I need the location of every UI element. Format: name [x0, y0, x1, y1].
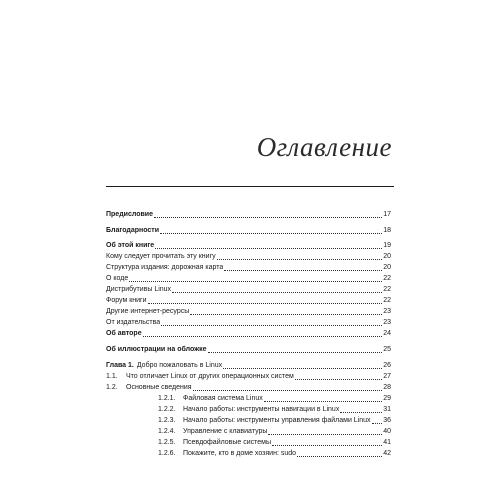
toc-subsection-1-2-2[interactable]	[106, 405, 391, 415]
toc-entry-label: Файловая система Linux	[183, 395, 263, 402]
toc-subsection-1-2-4[interactable]	[106, 427, 391, 437]
toc-section-1-1[interactable]	[106, 372, 391, 382]
toc-page-number: 25	[383, 346, 391, 353]
dot-leader	[190, 314, 382, 315]
toc-subsection-1-2-5[interactable]	[106, 438, 391, 448]
toc-page-number: 18	[383, 227, 391, 234]
subsection-number: 1.2.1.	[158, 395, 176, 402]
toc-page-number: 40	[383, 428, 391, 435]
toc-page-number: 28	[383, 384, 391, 391]
toc-entry-label: Начало работы: инструменты навигации в Linux	[183, 406, 340, 413]
toc-entry-label: Покажите, кто в доме хозяин: sudo	[183, 450, 297, 457]
subsection-number: 1.2.3.	[158, 417, 176, 424]
dot-leader	[295, 379, 382, 380]
toc-page-number: 29	[383, 395, 391, 402]
toc-page-number: 41	[383, 439, 391, 446]
toc-entry[interactable]	[106, 296, 391, 306]
toc-page-number: 36	[383, 417, 391, 424]
dot-leader	[208, 352, 382, 353]
toc-entry-acknowledgements[interactable]	[106, 226, 391, 236]
section-number: 1.2.	[106, 384, 118, 391]
toc-subsection-1-2-6[interactable]	[106, 449, 391, 459]
toc-entry-label: Об авторе	[106, 330, 142, 337]
toc-entry[interactable]	[106, 307, 391, 317]
dot-leader	[224, 270, 382, 271]
toc-page-number: 24	[383, 330, 391, 337]
toc-entry-about-book[interactable]	[106, 241, 391, 251]
toc-entry-label: Основные сведения	[126, 384, 192, 391]
dot-leader	[217, 259, 382, 260]
dot-leader	[148, 303, 382, 304]
toc-entry[interactable]	[106, 263, 391, 273]
toc-entry-label: Об иллюстрации на обложке	[106, 346, 207, 353]
toc-page-number: 23	[383, 308, 391, 315]
toc-entry-label: Другие интернет-ресурсы	[106, 308, 190, 315]
subsection-number: 1.2.6.	[158, 450, 176, 457]
toc-entry[interactable]	[106, 285, 391, 295]
chapter-number: Глава 1.	[106, 362, 134, 369]
page-title: Оглавление	[256, 132, 392, 162]
title-divider	[106, 186, 394, 187]
toc-page-number: 19	[383, 242, 391, 249]
toc-page-number: 26	[383, 362, 391, 369]
toc-entry-label: Структура издания: дорожная карта	[106, 264, 224, 271]
toc-chapter-1[interactable]	[106, 361, 391, 371]
toc-entry-label: От издательства	[106, 319, 161, 326]
subsection-number: 1.2.4.	[158, 428, 176, 435]
toc-entry-label: Начало работы: инструменты управления файлами Linux	[183, 417, 371, 424]
toc-entry-label: Об этой книге	[106, 242, 155, 249]
toc-page-number: 20	[383, 264, 391, 271]
toc-entry-about-author[interactable]	[106, 329, 391, 339]
subsection-number: 1.2.2.	[158, 406, 176, 413]
toc-page-number: 17	[383, 211, 391, 218]
dot-leader	[297, 456, 382, 457]
toc-page-number: 22	[383, 275, 391, 282]
toc-entry-label: Псевдофайловые системы	[183, 439, 272, 446]
toc-entry[interactable]	[106, 318, 391, 328]
dot-leader	[223, 368, 382, 369]
dot-leader	[340, 412, 382, 413]
toc-entry-label: О коде	[106, 275, 129, 282]
toc-entry[interactable]	[106, 274, 391, 284]
dot-leader	[154, 217, 382, 218]
toc-subsection-1-2-1[interactable]	[106, 394, 391, 404]
toc-entry-preface[interactable]	[106, 210, 391, 220]
toc-page-number: 22	[383, 286, 391, 293]
subsection-number: 1.2.5.	[158, 439, 176, 446]
toc-entry-cover-illustration[interactable]	[106, 345, 391, 355]
toc-entry-label: Добро пожаловать в Linux	[136, 362, 223, 369]
toc-entry-label: Управление с клавиатуры	[183, 428, 268, 435]
toc-subsection-1-2-3[interactable]	[106, 416, 391, 426]
toc-entry-label: Благодарности	[106, 227, 160, 234]
toc-page-number: 27	[383, 373, 391, 380]
toc-page-number: 42	[383, 450, 391, 457]
dot-leader	[172, 292, 382, 293]
toc-page-number: 23	[383, 319, 391, 326]
dot-leader	[193, 390, 382, 391]
toc-page-number: 22	[383, 297, 391, 304]
toc-page-number: 20	[383, 253, 391, 260]
toc-entry-label: Кому следует прочитать эту книгу	[106, 253, 216, 260]
dot-leader	[143, 336, 382, 337]
toc-section-1-2[interactable]	[106, 383, 391, 393]
toc-entry[interactable]	[106, 252, 391, 262]
toc-entry-label: Что отличает Linux от других операционных систем	[126, 373, 294, 380]
dot-leader	[129, 281, 382, 282]
dot-leader	[155, 248, 382, 249]
dot-leader	[161, 325, 382, 326]
toc-entry-label: Предисловие	[106, 211, 153, 218]
toc-entry-label: Форум книги	[106, 297, 147, 304]
dot-leader	[372, 423, 382, 424]
toc-page-number: 31	[383, 406, 391, 413]
toc-entry-label: Дистрибутивы Linux	[106, 286, 172, 293]
dot-leader	[160, 233, 382, 234]
section-number: 1.1.	[106, 373, 118, 380]
dot-leader	[268, 434, 382, 435]
dot-leader	[272, 445, 382, 446]
dot-leader	[264, 401, 382, 402]
